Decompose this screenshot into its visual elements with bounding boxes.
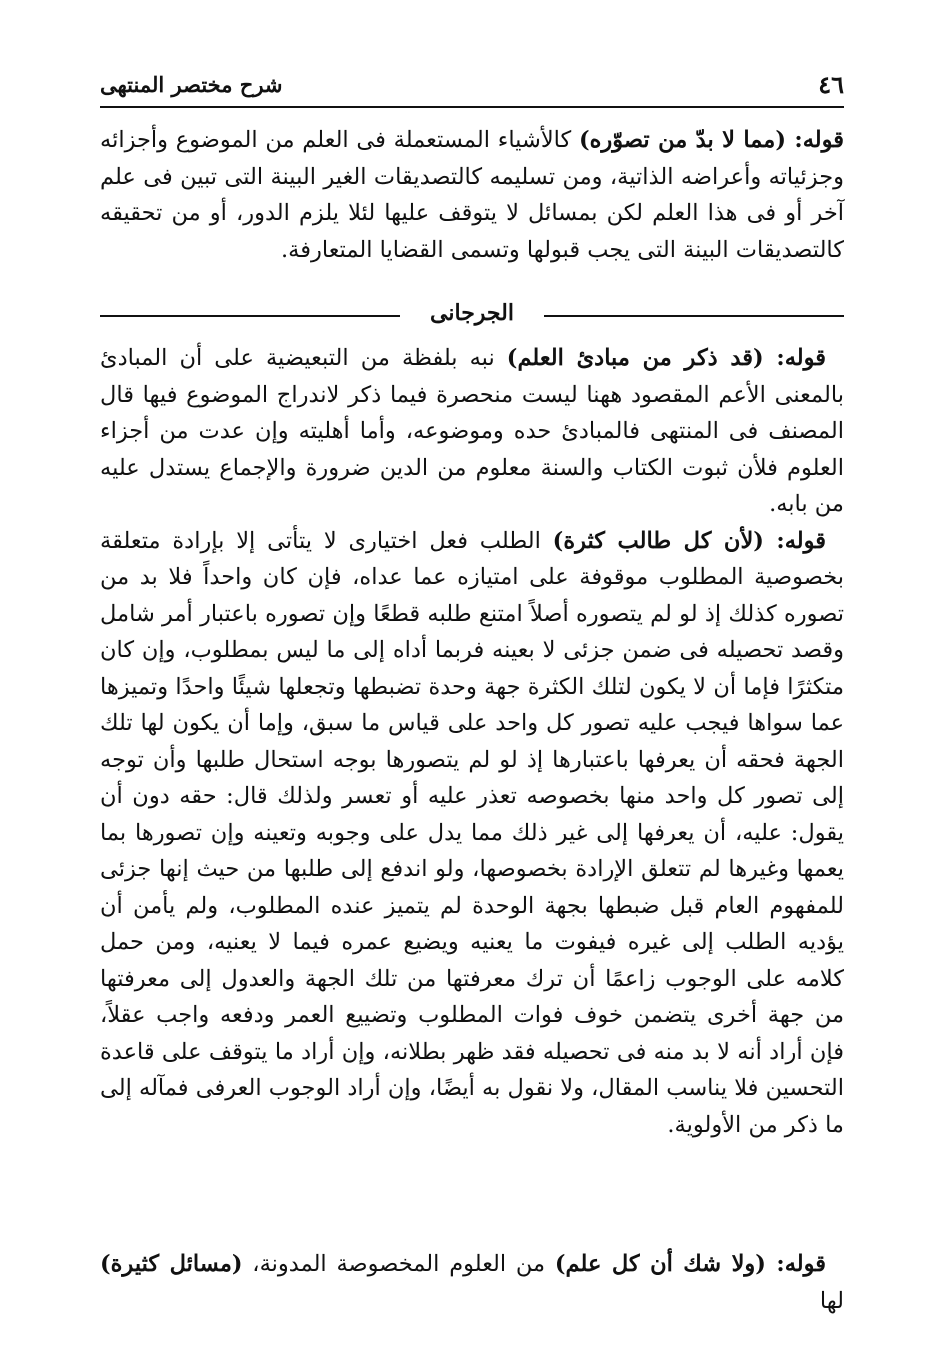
quoted-phrase: (قد ذكر من مبادئ العلم) (506, 345, 764, 371)
paragraph-text: الطلب فعل اختيارى لا يتأتى إلا بإرادة متعلقة بخصوصية المطلوب موقوفة على امتيازه عما عداه، فإن كان واحداً فلا بد من تصوره كذلك إذ لو لم يتصوره أصلاً امتنع طلبه قطعًا وإن تصوره باعتبار أمر شامل وقصد تحصيله فى ضمن جزئى لا بعينه فربما أداه إلى ما ليس بمطلوب، وإن كان متكثرًا فإما أن لا يكون لتلك الكثرة جهة وحدة تضبطها وتجعلها شيئًا واحدًا وتميزها عما سواها فيجب عليه تصور كل واحد على قياس ما سبق، وإما أن يكون لها تلك الجهة فحقه أن يعرفها باعتبارها إذ لو لم يتصورها بوجه استحال طلبها وأن توجه إلى تصور كل واحد منها بخصوصه تعذر عليه أو تعسر ولذلك قال: حقه دون أن يقول: عليه، أن يعرفها إلى غير ذلك مما يدل على وجوبه وتعينه وإن تصورها بما يعمها وغيرها لم تتعلق الإرادة بخصوصها، ولو اندفع إلى طلبها من حيث إنها جزئى للمفهوم العام قبل ضبطها بجهة الوحدة لم يتميز عنده المطلوب، ولم يأمن أن يؤديه الطلب إلى غيره فيفوت ما يعنيه ويضيع عمره فيما لا يعنيه، ومن حمل كلامه على الوجوب زاعمًا أن ترك معرفتها من تلك الجهة والعدول إلى معرفتها من جهة أخرى يتضمن خوف فوات المطلوب وتضييع العمر ودفعه واجب عقلاً، فإن أراد أنه لا بد منه فى تحصيله فقد ظهر بطلانه، وإن أراد ما يتوقف على قاعدة التحسين فلا يناسب المقال، ولا نقول به أيضًا، وإن أراد الوجوب العرفى فمآله إلى ما ذكر من الأولوية. (100, 527, 844, 1138)
paragraph (100, 1246, 844, 1319)
paragraph-text: من العلوم المخصوصة المدونة، (242, 1251, 555, 1277)
paragraph-lead: قوله: (765, 1251, 827, 1277)
commentary-block-3 (100, 1246, 844, 1319)
section-title: الجرجانى (430, 300, 514, 326)
quoted-phrase: (ولا شك أن كل علم) (554, 1251, 766, 1277)
paragraph-text: لها (819, 1287, 844, 1314)
quoted-phrase: (مسائل كثيرة) (100, 1251, 243, 1277)
section-divider (100, 298, 844, 334)
paragraph-text: كالأشياء المستعملة فى العلم من الموضوع وأجزائه وجزئياته وأعراضه الذاتية، ومن تسليمه كالتصديقات الغير البينة التى تبين فى علم آخر أو فى هذا العلم لكن بمسائل لا يتوقف عليها لئلا يلزم الدور، أو من تحقيقه كالتصديقات البينة التى يجب قبولها وتسمى القضايا المتعارفة. (100, 127, 844, 263)
page-number: ٤٦ (818, 70, 844, 99)
paragraph (100, 523, 844, 1144)
paragraph-text: نبه بلفظة من التبعيضية على أن المبادئ بالمعنى الأعم المقصود ههنا ليست منحصرة فيما ذكر لاندراج الموضوع فيها قال المصنف فى المنتهى فالمبادئ حده وموضوعه، وأما أهليته وإن عدت من أجزاء العلوم فلأن ثبوت الكتاب والسنة معلوم من الدين ضرورة والإجماع يستدل عليه من بابه. (100, 345, 844, 517)
paragraph (100, 340, 844, 523)
paragraph-lead: قوله: (763, 345, 826, 371)
commentary-block-1 (100, 122, 844, 268)
quoted-phrase: (لأن كل طالب كثرة) (552, 527, 764, 554)
paragraph (100, 122, 844, 268)
divider-line-left (100, 315, 400, 317)
commentary-block-2 (100, 340, 844, 1143)
page-header (100, 68, 844, 108)
quoted-phrase: (مما لا بدّ من تصوّره) (578, 127, 786, 153)
paragraph-lead: قوله: (763, 527, 827, 554)
paragraph-lead: قوله: (785, 127, 845, 153)
running-title: شرح مختصر المنتهى (100, 72, 283, 97)
